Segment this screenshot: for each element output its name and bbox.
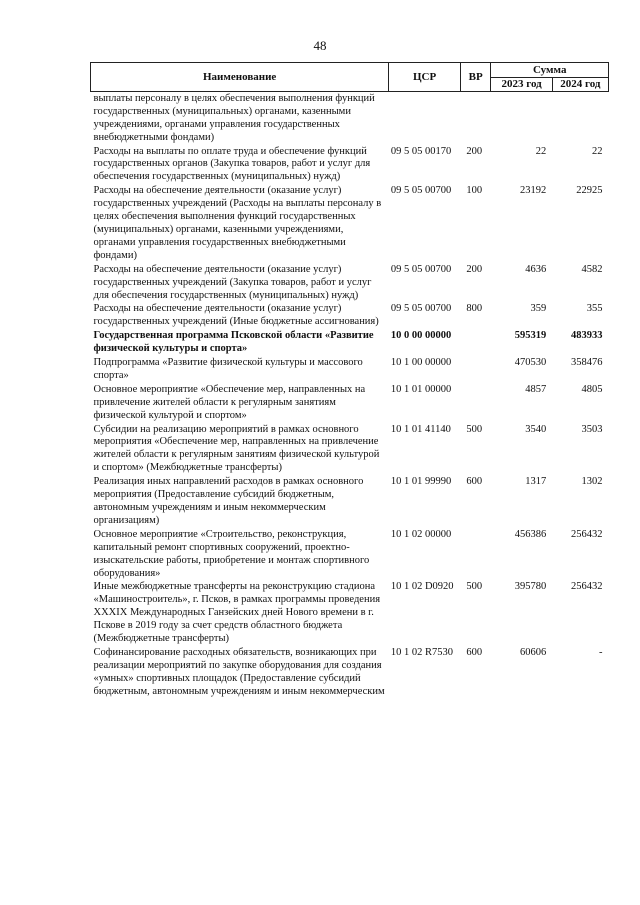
cell-csr: 09 5 05 00700: [390, 303, 452, 315]
cell-name: Государственная программа Псковской области «Развитие физической культуры и спорта»: [93, 330, 374, 355]
cell-name: Софинансирование расходных обязательств, возникающих при реализации мероприятий по закупке оборудования для создания «умных» спортивных площадок (Предоставление субсидий бюджетным, автономным учреждениям и иным некоммерческим: [93, 646, 385, 697]
header-name: Наименование: [91, 63, 389, 92]
cell-2023: 470530: [514, 357, 547, 369]
table-row: [91, 302, 609, 329]
cell-name: Основное мероприятие «Обеспечение мер, направленных на привлечение жителей области к регулярным занятиям физической культурой и спортом»: [93, 383, 366, 421]
budget-table: [90, 62, 609, 699]
table-row: [91, 91, 609, 144]
table-row: [91, 145, 609, 185]
cell-vr: 100: [466, 185, 483, 197]
table-row: [91, 356, 609, 383]
cell-name: Субсидии на реализацию мероприятий в рамках основного мероприятия «Обеспечение мер, направленных на привлечение жителей области к регулярным занятиям физической культурой и спортом» (Межбюджетные трансферты): [93, 423, 380, 474]
cell-2023: 1317: [525, 476, 547, 488]
cell-vr: [460, 528, 491, 581]
cell-vr: [460, 91, 491, 144]
cell-2023: 395780: [514, 581, 547, 593]
cell-vr: 200: [466, 145, 483, 157]
cell-vr: 500: [466, 581, 483, 593]
cell-2023: 359: [530, 303, 547, 315]
cell-2024: 256432: [571, 581, 603, 593]
cell-2024: 358476: [571, 357, 603, 369]
cell-2023: 4636: [525, 263, 547, 275]
cell-2023: 4857: [525, 383, 547, 395]
cell-name: Реализация иных направлений расходов в рамках основного мероприятия (Предоставление субсидий бюджетным, автономным учреждениям и иным некоммерческим организациям): [93, 476, 364, 526]
cell-2023: 23192: [520, 185, 547, 197]
table-body: [91, 91, 609, 698]
cell-2024: 1302: [581, 476, 603, 488]
cell-vr: 600: [466, 646, 483, 658]
cell-vr: 500: [466, 423, 483, 435]
cell-2024: -: [599, 646, 603, 658]
cell-name: Расходы на обеспечение деятельности (оказание услуг) государственных учреждений (Расходы на выплаты персоналу в целях обеспечения выполнения функций государственных (муниципальных) органами, казенными учреждениями, органами управления государственных внебюджетными фондами): [93, 185, 382, 261]
cell-2024: 3503: [581, 423, 603, 435]
cell-2023: 456386: [514, 528, 547, 540]
cell-csr: 10 1 01 41140: [390, 423, 451, 435]
cell-csr: 10 1 01 99990: [390, 476, 452, 488]
cell-name: выплаты персоналу в целях обеспечения выполнения функций государственных (муниципальных) органами, казенными учреждениями, органами управления государственных внебюджетными фондами): [93, 92, 375, 143]
cell-name: Подпрограмма «Развитие физической культуры и массового спорта»: [93, 357, 363, 381]
cell-2024: 22925: [576, 185, 603, 197]
table-row: [91, 263, 609, 303]
cell-vr: 800: [466, 303, 483, 315]
cell-name: Расходы на обеспечение деятельности (оказание услуг) государственных учреждений (Закупка товаров, работ и услуг для обеспечения государственных (муниципальных) нужд): [93, 263, 372, 301]
cell-csr: [389, 91, 461, 144]
cell-csr: 10 0 00 00000: [390, 330, 452, 342]
cell-csr: 09 5 05 00170: [390, 145, 452, 157]
cell-name: Иные межбюджетные трансферты на реконструкцию стадиона «Машиностроитель», г. Псков, в рамках программы проведения XXXIX Международных Ганзейских дней Нового времени в г. Пскове в 2019 году за счет средств областного бюджета (Межбюджетные трансферты): [93, 581, 381, 645]
cell-2024: 355: [586, 303, 603, 315]
header-csr: ЦСР: [389, 63, 461, 92]
cell-csr: 09 5 05 00700: [390, 263, 452, 275]
cell-vr: 200: [466, 263, 483, 275]
header-year-2024: 2024 год: [552, 78, 608, 92]
header-sum: Сумма: [491, 63, 609, 78]
cell-2024: 22: [592, 145, 603, 157]
cell-name: Расходы на выплаты по оплате труда и обеспечение функций государственных органов (Закупка товаров, работ и услуг для обеспечения государственных (муниципальных) нужд): [93, 145, 371, 183]
table-row: [91, 646, 609, 699]
cell-2023: 60606: [520, 646, 547, 658]
cell-csr: 10 1 02 D0920: [390, 581, 454, 593]
table-row: [91, 383, 609, 423]
table-row: [91, 423, 609, 476]
table-row: [91, 329, 609, 356]
cell-csr: 10 1 02 R7530: [390, 646, 453, 658]
table-row: [91, 184, 609, 262]
cell-2024: 256432: [571, 528, 603, 540]
cell-2023: 595319: [514, 330, 547, 342]
table-row: [91, 475, 609, 528]
cell-vr: [460, 383, 491, 423]
cell-2024: 483933: [571, 330, 603, 342]
table-row: [91, 580, 609, 646]
header-vr: ВР: [460, 63, 491, 92]
cell-name: Расходы на обеспечение деятельности (оказание услуг) государственных учреждений (Иные бюджетные ассигнования): [93, 303, 379, 328]
cell-vr: [460, 329, 491, 356]
cell-2023: 3540: [525, 423, 547, 435]
cell-2024: 4805: [581, 383, 603, 395]
cell-csr: 10 1 00 00000: [390, 357, 452, 369]
cell-csr: 10 1 01 00000: [390, 383, 452, 395]
cell-2023: [491, 91, 552, 144]
cell-csr: 10 1 02 00000: [390, 528, 452, 540]
cell-vr: [460, 356, 491, 383]
cell-2024: 4582: [581, 263, 603, 275]
cell-2023: 22: [535, 145, 547, 157]
cell-vr: 600: [466, 476, 483, 488]
header-year-2023: 2023 год: [491, 78, 552, 92]
page-number: 48: [313, 38, 327, 53]
cell-2024: [552, 91, 608, 144]
cell-csr: 09 5 05 00700: [390, 185, 452, 197]
cell-name: Основное мероприятие «Строительство, реконструкция, капитальный ремонт спортивных сооружений, проектно-изыскательские работы, приобретение и монтаж спортивного оборудования»: [93, 528, 370, 579]
table-row: [91, 528, 609, 581]
